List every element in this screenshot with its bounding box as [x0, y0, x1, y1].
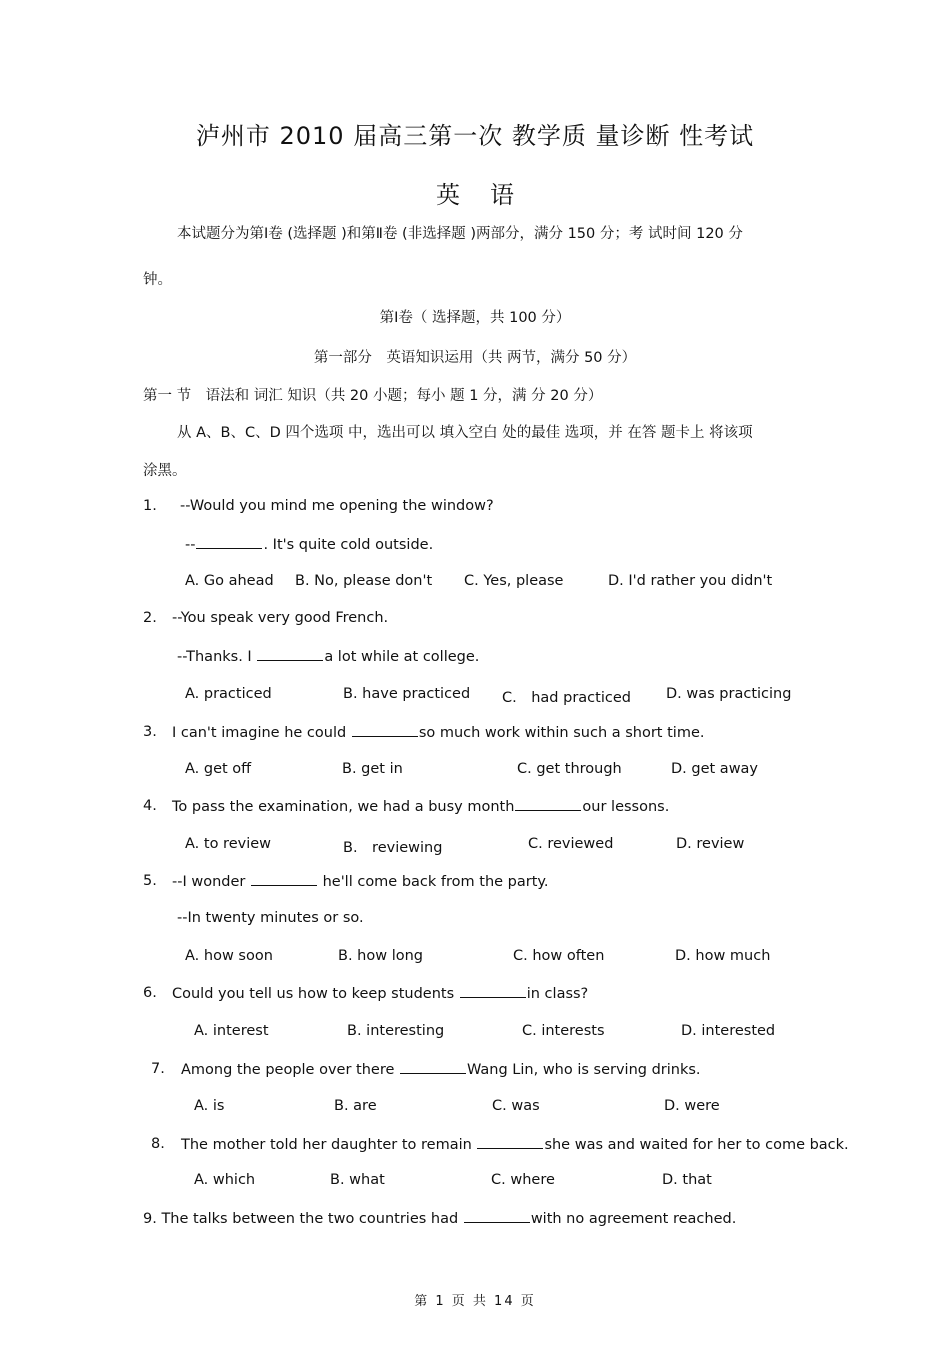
question-text-pre: Could you tell us how to keep students [172, 986, 459, 1002]
option-d: D. was practicing [666, 686, 792, 702]
question-text-post: a lot while at college. [324, 649, 480, 665]
question-text-pre: I can't imagine he could [172, 725, 351, 741]
option-c: C. was [492, 1098, 540, 1114]
section-title: 第一部分 英语知识运用（共 两节，满分 50 分） [313, 350, 637, 366]
question-text-pre: To pass the examination, we had a busy month [172, 799, 515, 815]
option-c: C. had practiced [502, 690, 631, 706]
subsection-title: 第一 节 语法和 词汇 知识（共 20 小题；每小 题 1 分，满 分 20 分） [143, 388, 603, 404]
answer-blank [464, 1210, 530, 1223]
option-b: B. interesting [347, 1023, 445, 1039]
question-text [181, 1061, 701, 1078]
question-number: 8. [151, 1136, 165, 1152]
question-text: --You speak very good French. [172, 610, 389, 626]
question-text-pre: -- [185, 537, 196, 553]
option-c: C. how often [513, 948, 605, 964]
option-b: B. are [334, 1098, 377, 1114]
question-text [181, 1136, 849, 1153]
question-text-post: our lessons. [582, 799, 670, 815]
question-number: 6. [143, 985, 157, 1001]
subject-title: 英语 [436, 181, 544, 209]
question-text [143, 1210, 736, 1227]
option-b: B. No, please don't [295, 573, 433, 589]
option-a: A. practiced [185, 686, 272, 702]
answer-blank [352, 724, 418, 737]
question-number: 3. [143, 724, 157, 740]
option-a: A. Go ahead [185, 573, 274, 589]
option-c: C. where [491, 1172, 555, 1188]
option-d: D. review [676, 836, 745, 852]
option-b: B. have practiced [343, 686, 471, 702]
question-text-post: he'll come back from the party. [317, 874, 549, 890]
question-text-post: she was and waited for her to come back. [544, 1137, 849, 1153]
option-a: A. how soon [185, 948, 273, 964]
question-text-post: Wang Lin, who is serving drinks. [467, 1062, 701, 1078]
question-number: 9. [143, 1211, 157, 1227]
option-d: D. interested [681, 1023, 776, 1039]
exam-title: 泸州市 2010 届高三第一次 教学质 量诊断 性考试 [195, 122, 755, 150]
option-b: B. reviewing [343, 840, 443, 856]
option-a: A. interest [194, 1023, 269, 1039]
answer-blank [400, 1061, 466, 1074]
answer-blank [257, 648, 323, 661]
question-text-pre: --I wonder [172, 874, 250, 890]
question-text [172, 985, 588, 1002]
option-a: A. to review [185, 836, 272, 852]
question-text [172, 873, 549, 890]
option-a: A. get off [185, 761, 252, 777]
question-text [172, 724, 704, 741]
part-heading: 第Ⅰ卷（ 选择题，共 100 分） [379, 310, 571, 326]
question-text-post: with no agreement reached. [530, 1211, 737, 1227]
option-a: A. is [194, 1098, 225, 1114]
option-a: A. which [194, 1172, 256, 1188]
answer-blank [515, 798, 581, 811]
question-text [185, 536, 433, 553]
page-number: 第 1 页 共 14 页 [414, 1294, 536, 1309]
option-d: D. get away [671, 761, 759, 777]
option-d: D. that [662, 1172, 712, 1188]
option-c: C. interests [522, 1023, 605, 1039]
option-c: C. get through [517, 761, 622, 777]
question-text: --Would you mind me opening the window? [180, 498, 494, 514]
question-number: 5. [143, 873, 157, 889]
question-text-post: so much work within such a short time. [418, 725, 705, 741]
question-text [172, 798, 669, 815]
answer-blank [251, 873, 317, 886]
question-number: 4. [143, 798, 157, 814]
option-c: C. Yes, please [464, 573, 564, 589]
intro-line-1: 本试题分为第Ⅰ卷 (选择题 )和第Ⅱ卷 (非选择题 )两部分，满分 150 分；考 试时间 120 分 [177, 226, 743, 242]
question-text: --In twenty minutes or so. [177, 910, 364, 926]
question-text-post: . It's quite cold outside. [263, 537, 434, 553]
option-d: D. I'd rather you didn't [608, 573, 773, 589]
instruction-line-1: 从 A、B、C、D 四个选项 中，选出可以 填入空白 处的最佳 选项，并 在答 题卡上 将该项 [177, 425, 753, 441]
option-d: D. how much [675, 948, 771, 964]
question-text-pre: The talks between the two countries had [161, 1211, 463, 1227]
question-number: 1. [143, 498, 157, 514]
option-c: C. reviewed [528, 836, 614, 852]
question-text-pre: Among the people over there [181, 1062, 399, 1078]
question-number: 2. [143, 610, 157, 626]
option-d: D. were [664, 1098, 720, 1114]
instruction-line-2: 涂黑。 [143, 463, 187, 479]
intro-line-2: 钟。 [143, 272, 172, 288]
question-number: 7. [151, 1061, 165, 1077]
answer-blank [460, 985, 526, 998]
question-text-pre: --Thanks. I [177, 649, 257, 665]
question-text [177, 648, 479, 665]
option-b: B. get in [342, 761, 403, 777]
answer-blank [477, 1136, 543, 1149]
option-b: B. what [330, 1172, 385, 1188]
answer-blank [196, 536, 262, 549]
question-text-pre: The mother told her daughter to remain [181, 1137, 477, 1153]
question-text-post: in class? [526, 986, 589, 1002]
option-b: B. how long [338, 948, 423, 964]
